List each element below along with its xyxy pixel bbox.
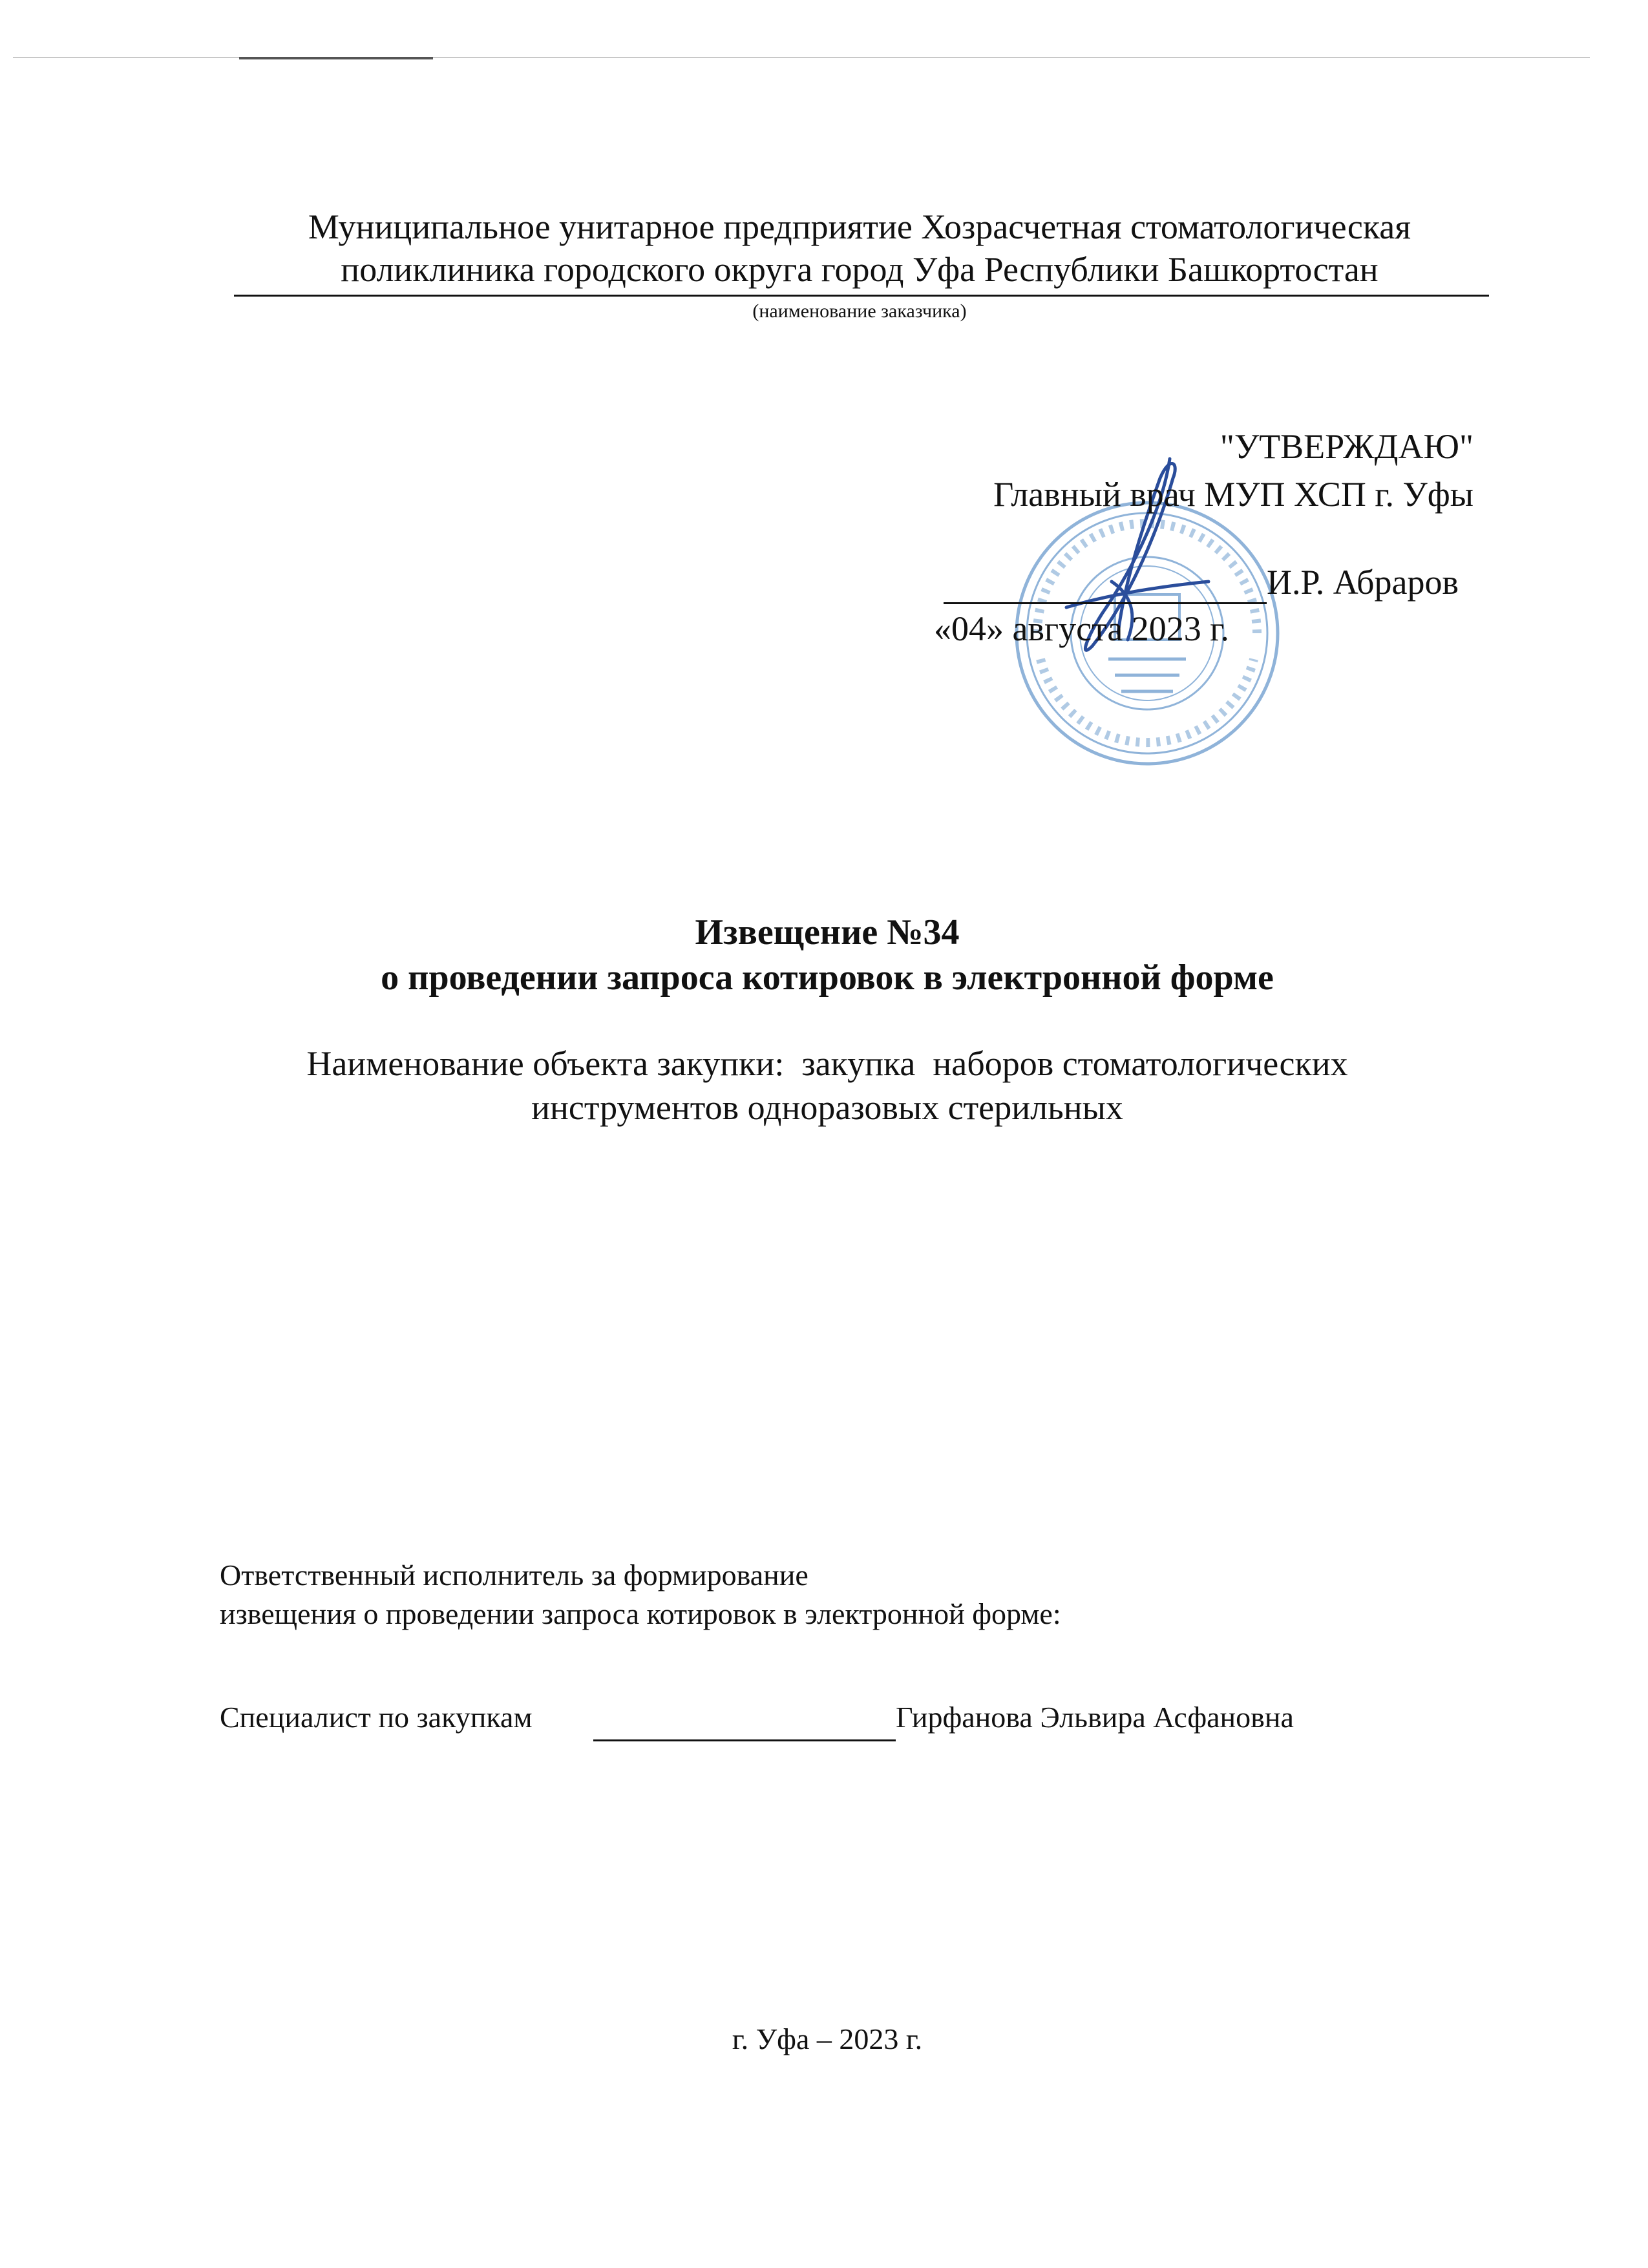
customer-name-caption: (наименование заказчика)	[752, 300, 967, 322]
responsible-line-1: Ответственный исполнитель за формирование	[220, 1559, 808, 1591]
responsible-line-2: извещения о проведении запроса котировок в электронной форме:	[220, 1597, 1061, 1630]
responsible-executor	[220, 1556, 1448, 1633]
approver-position: Главный врач МУП ХСП г. Уфы	[993, 475, 1474, 514]
customer-name-line-1: Муниципальное унитарное предприятие Хозрасчетная стоматологическая	[308, 207, 1411, 246]
document-subtitle: о проведении запроса котировок в электронной форме	[381, 958, 1274, 998]
customer-name-underline	[234, 295, 1489, 297]
approver-signature-line	[944, 602, 1267, 604]
scan-top-edge-mark	[239, 57, 433, 59]
document-title: Извещение №34	[695, 912, 960, 952]
customer-name	[233, 205, 1486, 291]
specialist-name: Гирфанова Эльвира Асфановна	[896, 1701, 1294, 1734]
approval-title: "УТВЕРЖДАЮ"	[1220, 427, 1474, 466]
specialist-role: Специалист по закупкам	[220, 1701, 533, 1734]
procurement-object	[194, 1042, 1461, 1129]
customer-name-line-2: поликлиника городского округа город Уфа Республики Башкортостан	[341, 250, 1379, 289]
procurement-object-line-2: инструментов одноразовых стерильных	[531, 1088, 1123, 1127]
approval-date: «04» августа 2023 г.	[934, 609, 1229, 648]
procurement-object-line-1: Наименование объекта закупки: закупка наборов стоматологических	[306, 1044, 1348, 1083]
specialist-signature-line	[593, 1739, 896, 1741]
approver-name: И.Р. Абраров	[1267, 563, 1459, 602]
place-and-year: г. Уфа – 2023 г.	[732, 2022, 923, 2055]
